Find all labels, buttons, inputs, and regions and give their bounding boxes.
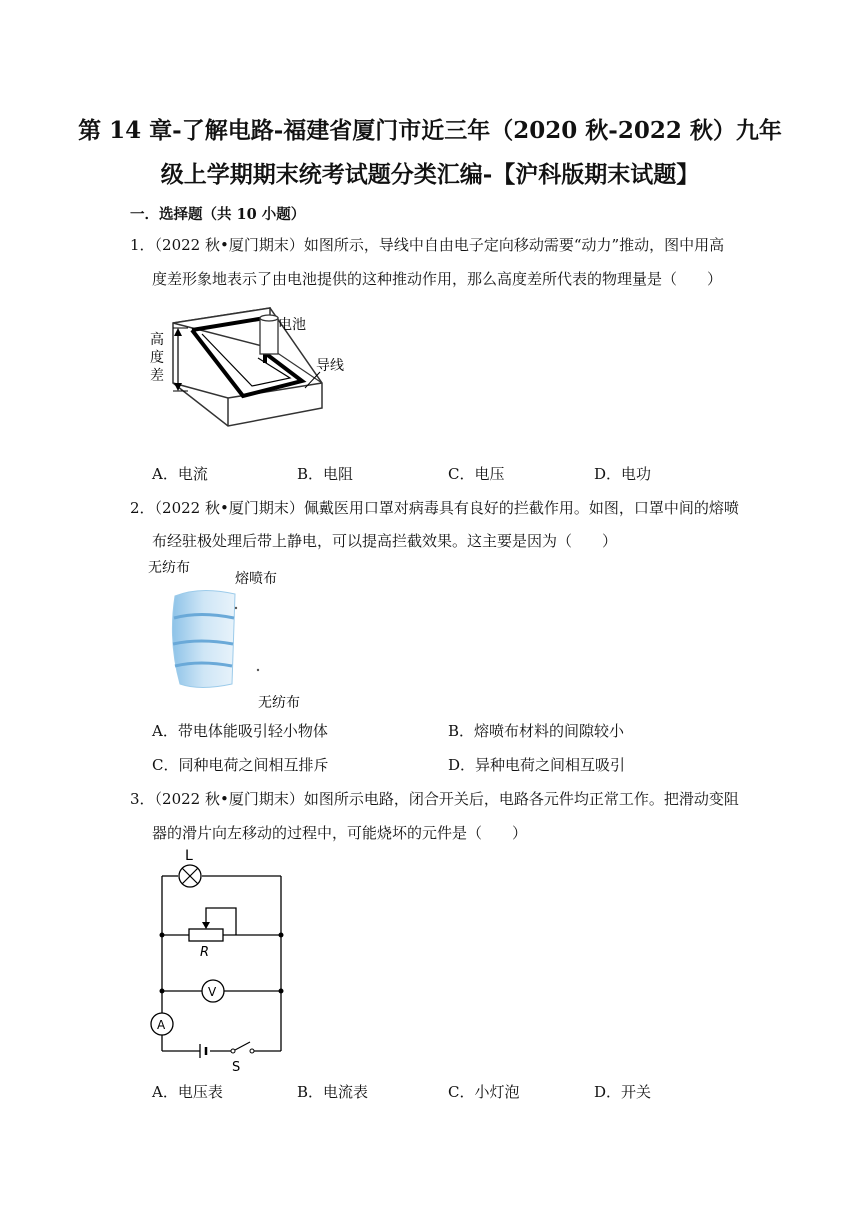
rheostat-label: R	[200, 945, 210, 960]
question-2-line1: 2．（2022 秋•厦门期末）佩戴医用口罩对病毒具有良好的拦截作用。如图，口罩中间的熔喷	[130, 499, 739, 517]
question-3-line2: 器的滑片向左移动的过程中，可能烧坏的元件是（ ）	[152, 824, 528, 842]
question-2-line2: 布经驻极处理后带上静电，可以提高拦截效果。这主要是因为（ ）	[152, 532, 618, 550]
battery-icon	[260, 318, 278, 354]
slider-arrow-icon	[202, 922, 210, 929]
fabric-label-top-right: 熔喷布	[235, 571, 277, 587]
wire-label: 导线	[316, 358, 344, 374]
page-title-line2: 级上学期期末统考试题分类汇编-【沪科版期末试题】	[160, 161, 700, 188]
battery-label: 电池	[278, 317, 306, 333]
question-1-option-c: C．电压	[448, 465, 505, 483]
section-heading: 一．选择题（共 10 小题）	[130, 206, 306, 223]
height-label-1: 高	[150, 332, 164, 348]
question-1-option-d: D．电功	[594, 465, 652, 483]
question-2-option-a: A．带电体能吸引轻小物体	[152, 722, 328, 740]
height-label-2: 度	[150, 350, 164, 366]
question-1-option-a: A．电流	[152, 465, 208, 483]
question-3-option-b: B．电流表	[297, 1083, 369, 1101]
switch-label: S	[232, 1060, 241, 1075]
question-3-line1: 3．（2022 秋•厦门期末）如图所示电路，闭合开关后，电路各元件均正常工作。把滑动变阻	[130, 790, 739, 808]
question-1-option-b: B．电阻	[297, 465, 354, 483]
question-2-option-d: D．异种电荷之间相互吸引	[448, 756, 626, 774]
question-1-figure	[140, 298, 344, 438]
height-label-3: 差	[150, 368, 164, 384]
question-3-option-a: A．电压表	[152, 1083, 223, 1101]
rheostat-icon	[189, 929, 223, 941]
voltmeter-label: V	[208, 985, 217, 999]
question-1-line2: 度差形象地表示了由电池提供的这种推动作用，那么高度差所代表的物理量是（ ）	[152, 270, 723, 288]
lamp-label: L	[185, 848, 193, 864]
question-3-option-d: D．开关	[594, 1083, 652, 1101]
fabric-label-bottom: 无纺布	[258, 695, 300, 711]
question-1-line1: 1．（2022 秋•厦门期末）如图所示，导线中自由电子定向移动需要“动力”推动，图中用高	[130, 236, 725, 254]
question-3-option-c: C．小灯泡	[448, 1083, 520, 1101]
question-2-option-b: B．熔喷布材料的间隙较小	[448, 722, 625, 740]
question-2-option-c: C．同种电荷之间相互排斥	[152, 756, 329, 774]
question-2-figure	[140, 556, 320, 716]
page-title-line1: 第 14 章-了解电路-福建省厦门市近三年（2020 秋-2022 秋）九年	[78, 117, 782, 144]
fabric-label-top-left: 无纺布	[148, 560, 190, 576]
ammeter-label: A	[157, 1018, 166, 1032]
mask-icon	[172, 590, 235, 687]
question-3-figure	[140, 846, 300, 1076]
switch-icon	[231, 1049, 235, 1053]
